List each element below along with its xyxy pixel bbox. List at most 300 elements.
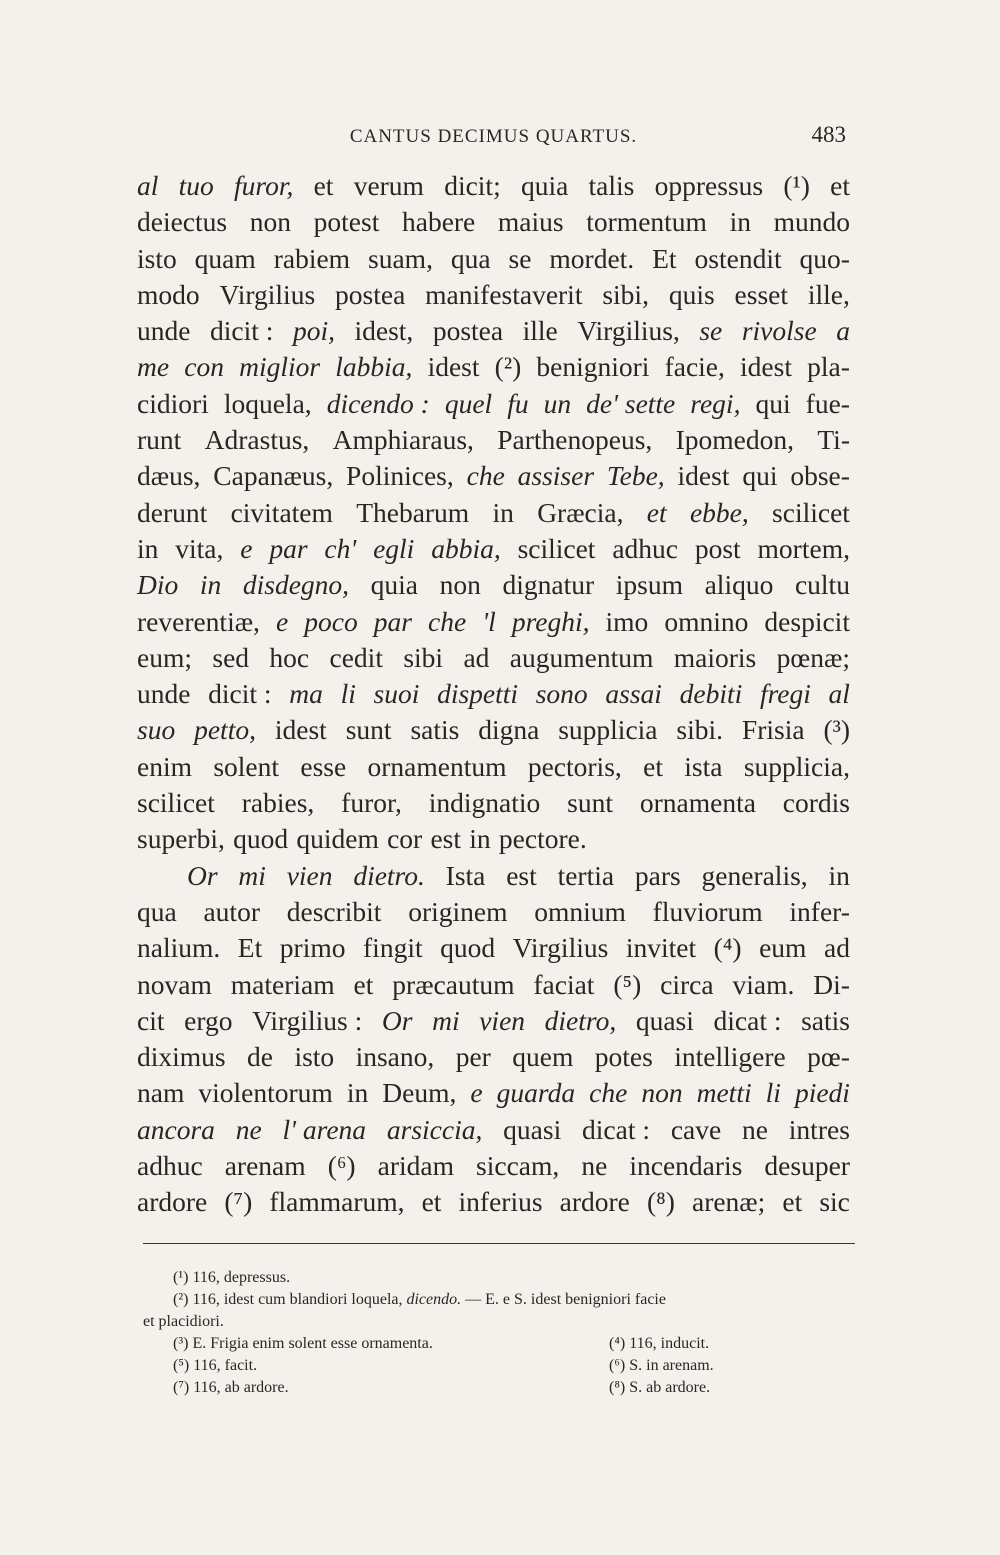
- word: qua: [450, 242, 491, 274]
- word: oppressus: [654, 170, 764, 201]
- word: tertia: [557, 859, 615, 891]
- word: guarda: [496, 1077, 576, 1109]
- footnote-6: (⁶) S. in arenam.: [609, 1357, 714, 1374]
- word: mortem,: [757, 532, 850, 564]
- word: piedi: [794, 1077, 850, 1109]
- word: Or: [381, 1004, 413, 1036]
- word: non: [439, 569, 481, 601]
- word: dicit;: [444, 170, 501, 201]
- word: qua: [137, 895, 177, 927]
- text-line: [137, 930, 850, 966]
- word: runt: [137, 424, 182, 456]
- footnote-2-italic: dicendo.: [406, 1291, 462, 1308]
- word: Adrastus,: [204, 424, 310, 456]
- word: dicit :: [208, 678, 272, 710]
- word: rabies,: [241, 787, 315, 819]
- word: (³): [823, 714, 850, 746]
- footnote-5: (⁵) 116, facit.: [173, 1357, 258, 1374]
- word: manifestaverit: [425, 278, 583, 310]
- word: potes: [594, 1041, 653, 1073]
- word: sono: [535, 678, 588, 710]
- word: dicit :: [210, 315, 274, 347]
- word: furor,: [341, 787, 402, 819]
- word: post: [694, 532, 741, 564]
- word: Virgilius: [219, 278, 316, 310]
- word: describit: [286, 895, 382, 927]
- word: Virgilius,: [577, 315, 680, 347]
- word: despicit: [764, 605, 850, 637]
- word: in: [469, 823, 491, 855]
- word: l' arena: [282, 1113, 367, 1145]
- word: dietro,: [544, 1004, 617, 1036]
- word: violentorum: [198, 1077, 333, 1109]
- word: in: [137, 532, 159, 564]
- word: quasi: [503, 1113, 562, 1145]
- word: egli: [373, 532, 415, 564]
- word: li: [340, 678, 356, 710]
- word: cave: [670, 1113, 722, 1145]
- word: qui: [755, 387, 791, 419]
- text-line: [137, 749, 850, 785]
- word: omnium: [534, 895, 626, 927]
- word: pectore.: [498, 823, 587, 855]
- word: augumentum: [509, 641, 654, 673]
- word: labbia,: [335, 351, 413, 383]
- word: generalis,: [701, 859, 808, 891]
- word: benigniori: [536, 351, 650, 383]
- word: adhuc: [137, 1150, 203, 1182]
- word: quidem: [296, 823, 379, 855]
- text-line: [137, 204, 850, 240]
- word: al: [828, 678, 850, 710]
- word: fue-: [805, 387, 850, 419]
- word: solent: [213, 750, 280, 782]
- word: sibi,: [602, 278, 649, 310]
- word: infer-: [789, 895, 850, 927]
- word: vien: [479, 1004, 526, 1036]
- word: arenam: [224, 1150, 306, 1182]
- word: fingit: [363, 932, 423, 964]
- text-line: [137, 858, 850, 894]
- word: abbia,: [431, 532, 501, 564]
- word: facie,: [664, 351, 725, 383]
- word: viam.: [732, 968, 795, 1000]
- word: præcautum: [392, 968, 515, 1000]
- word: superbi,: [137, 823, 225, 855]
- word: suoi: [373, 678, 420, 710]
- word: sunt: [567, 787, 613, 819]
- text-line: [137, 1075, 850, 1111]
- word: in: [729, 206, 751, 238]
- word: faciat: [533, 968, 595, 1000]
- word: cor: [387, 823, 423, 855]
- word: verum: [353, 170, 424, 201]
- text-line: [137, 1184, 850, 1220]
- word: cit: [137, 1004, 165, 1036]
- word: Dio: [137, 569, 179, 601]
- word: dicat :: [713, 1004, 782, 1036]
- word: par: [373, 605, 412, 637]
- text-line: [137, 458, 850, 494]
- word: insano,: [355, 1041, 435, 1073]
- word: pœnæ;: [776, 641, 850, 673]
- word: est: [430, 823, 462, 855]
- footnote-row-5-6: [143, 1355, 855, 1377]
- word: mundo: [773, 206, 850, 238]
- footnote-1: (¹) 116, depressus.: [173, 1269, 291, 1286]
- word: Polinices,: [346, 460, 454, 492]
- footnote-row-7-8: [143, 1377, 855, 1399]
- word: obse-: [790, 460, 850, 492]
- word: Et: [652, 242, 677, 274]
- word: Ipomedon,: [675, 424, 795, 456]
- word: mi: [238, 859, 266, 891]
- word: fluviorum: [652, 895, 763, 927]
- word: et: [313, 170, 334, 201]
- word: derunt: [137, 496, 208, 528]
- word: invitet: [625, 932, 697, 964]
- footnote-7: (⁷) 116, ab ardore.: [173, 1379, 289, 1396]
- word: supplicia,: [743, 750, 850, 782]
- word: se: [508, 242, 532, 274]
- word: sunt: [345, 714, 392, 746]
- footnote-4: (⁴) 116, inducit.: [609, 1335, 710, 1352]
- word: e: [240, 532, 253, 564]
- word: arenæ;: [691, 1186, 766, 1218]
- word: satis: [410, 714, 460, 746]
- word: a: [836, 315, 850, 347]
- word: cultu: [794, 569, 850, 601]
- word: intres: [788, 1113, 850, 1145]
- word: ne: [742, 1113, 768, 1145]
- word: e: [470, 1077, 483, 1109]
- word: omnino: [664, 605, 749, 637]
- footnotes: [143, 1267, 855, 1399]
- word: Capanæus,: [213, 460, 334, 492]
- footnote-2-cont: — E. e S. idest benigniori facie: [465, 1291, 666, 1308]
- word: sibi.: [676, 714, 724, 746]
- word: Et: [237, 932, 263, 964]
- word: enim: [137, 750, 192, 782]
- word: dignatur: [502, 569, 595, 601]
- footnote-2-text: (²) 116, idest cum blandiori loquela,: [173, 1291, 403, 1308]
- word: non: [249, 206, 291, 238]
- word: primo: [279, 932, 346, 964]
- word: deiectus: [137, 206, 228, 238]
- word: assai: [605, 678, 662, 710]
- word: novam: [137, 968, 212, 1000]
- text-line: [137, 894, 850, 930]
- word: maioris: [673, 641, 757, 673]
- word: quod: [233, 823, 289, 855]
- word: (⁵): [613, 968, 642, 1000]
- footnote-8: (⁸) S. ab ardore.: [609, 1379, 711, 1396]
- word: quel: [444, 387, 493, 419]
- word: talis: [588, 170, 635, 201]
- word: est: [506, 859, 537, 891]
- word: incendaris: [629, 1150, 743, 1182]
- word: isto: [137, 242, 177, 274]
- word: siccam,: [476, 1150, 560, 1182]
- text-line: [137, 1039, 850, 1075]
- word: scilicet: [772, 496, 850, 528]
- word: Amphiaraus,: [332, 424, 474, 456]
- word: (⁷): [224, 1186, 253, 1218]
- text-line: [137, 277, 850, 313]
- word: che: [428, 605, 467, 637]
- text-line: [137, 967, 850, 1003]
- word: par: [269, 532, 308, 564]
- word: et: [782, 1186, 803, 1218]
- word: inferius: [458, 1186, 543, 1218]
- word: pectoris,: [527, 750, 622, 782]
- word: sic: [819, 1186, 850, 1218]
- word: indignatio: [428, 787, 541, 819]
- word: cordis: [782, 787, 850, 819]
- text-line: [137, 495, 850, 531]
- word: esse: [300, 750, 347, 782]
- text-line: [137, 531, 850, 567]
- word: qui: [742, 460, 778, 492]
- word: vien: [286, 859, 333, 891]
- word: pars: [634, 859, 681, 891]
- text-line: [137, 241, 850, 277]
- word: ch': [324, 532, 357, 564]
- word: esset: [734, 278, 789, 310]
- word: et: [830, 170, 850, 201]
- word: se: [699, 315, 723, 347]
- word: metti: [696, 1077, 752, 1109]
- word: adhuc: [612, 532, 678, 564]
- word: arsiccia,: [386, 1113, 483, 1145]
- word: aridam: [377, 1150, 454, 1182]
- word: de: [247, 1041, 274, 1073]
- word: ille: [522, 315, 558, 347]
- text-line: [137, 1003, 850, 1039]
- main-text: [137, 168, 850, 1221]
- word: per: [455, 1041, 491, 1073]
- word: ornamenta: [639, 787, 756, 819]
- word: imo: [605, 605, 649, 637]
- word: in: [492, 496, 514, 528]
- word: Parthenopeus,: [497, 424, 653, 456]
- text-line: [137, 676, 850, 712]
- text-line: [137, 422, 850, 458]
- word: desuper: [764, 1150, 850, 1182]
- word: quia: [370, 569, 419, 601]
- word: fregi: [759, 678, 811, 710]
- word: rabiem: [273, 242, 351, 274]
- page-number: 483: [811, 122, 846, 147]
- word: digna: [478, 714, 540, 746]
- word: pœ-: [807, 1041, 850, 1073]
- text-line: [137, 349, 850, 385]
- word: cedit: [329, 641, 383, 673]
- word: loquela,: [223, 387, 312, 419]
- word: eum;: [137, 641, 192, 673]
- word: che: [466, 460, 505, 492]
- word: ne: [235, 1113, 262, 1145]
- word: idest: [740, 351, 792, 383]
- word: non: [641, 1077, 683, 1109]
- word: Di-: [813, 968, 850, 1000]
- word: in: [199, 569, 222, 601]
- word: Virgilius :: [252, 1004, 363, 1036]
- word: me: [137, 351, 170, 383]
- word: potest: [313, 206, 380, 238]
- word: scilicet: [517, 532, 596, 564]
- word: dicendo :: [326, 387, 430, 419]
- word: ista: [684, 750, 723, 782]
- word: Deum,: [382, 1077, 457, 1109]
- footnote-2-continuation: et placidiori.: [143, 1313, 224, 1330]
- word: furor,: [234, 170, 294, 201]
- word: Græcia,: [537, 496, 624, 528]
- word: ad: [463, 641, 490, 673]
- word: ebbe,: [689, 496, 749, 528]
- word: petto,: [194, 714, 256, 746]
- text-line: [137, 821, 850, 857]
- word: cidiori: [137, 387, 209, 419]
- word: unde: [137, 678, 191, 710]
- word: (¹): [783, 170, 810, 201]
- word: poco: [304, 605, 358, 637]
- word: autor: [203, 895, 260, 927]
- word: miglior: [239, 351, 321, 383]
- word: suam,: [368, 242, 433, 274]
- word: in: [346, 1077, 369, 1109]
- word: Thebarum: [356, 496, 470, 528]
- word: ille,: [807, 278, 850, 310]
- word: flammarum,: [269, 1186, 405, 1218]
- word: ardore: [559, 1186, 630, 1218]
- word: regi,: [690, 387, 741, 419]
- word: dicat :: [582, 1113, 651, 1145]
- word: quam: [194, 242, 256, 274]
- word: ipsum: [615, 569, 683, 601]
- word: maius: [497, 206, 564, 238]
- word: in: [828, 859, 850, 891]
- word: quia: [520, 170, 569, 201]
- word: aliquo: [704, 569, 774, 601]
- word: Ista: [445, 859, 486, 891]
- word: (⁴): [713, 932, 742, 964]
- word: sibi: [403, 641, 444, 673]
- word: fu: [507, 387, 529, 419]
- word: intelligere: [674, 1041, 786, 1073]
- word: ad: [823, 932, 850, 964]
- word: tuo: [178, 170, 214, 201]
- word: poi,: [292, 315, 335, 347]
- word: circa: [660, 968, 714, 1000]
- text-line: [137, 640, 850, 676]
- word: unde: [137, 315, 191, 347]
- word: satis: [801, 1004, 850, 1036]
- word: assiser: [517, 460, 595, 492]
- word: con: [184, 351, 224, 383]
- word: ancora: [137, 1113, 215, 1145]
- word: idest,: [354, 315, 414, 347]
- footnote-2: [143, 1289, 855, 1311]
- word: idest: [274, 714, 327, 746]
- text-line: [137, 604, 850, 640]
- running-head-title: CANTUS DECIMUS QUARTUS.: [349, 126, 638, 147]
- word: (⁸): [646, 1186, 675, 1218]
- text-line: [137, 313, 850, 349]
- word: suo: [137, 714, 176, 746]
- word: idest: [427, 351, 480, 383]
- word: diximus: [137, 1041, 226, 1073]
- word: ardore: [137, 1186, 208, 1218]
- word: Tebe,: [606, 460, 665, 492]
- text-line: [137, 567, 850, 603]
- word: Frisia: [741, 714, 805, 746]
- word: che: [589, 1077, 628, 1109]
- word: al: [137, 170, 159, 201]
- text-line: [137, 1148, 850, 1184]
- word: ergo: [184, 1004, 233, 1036]
- word: materiam: [230, 968, 335, 1000]
- word: ma: [289, 678, 323, 710]
- footnote-separator: [143, 1243, 855, 1244]
- word: tormentum: [586, 206, 707, 238]
- text-line: [137, 168, 850, 204]
- word: Virgilius: [512, 932, 609, 964]
- word: li: [765, 1077, 781, 1109]
- word: supplicia: [558, 714, 658, 746]
- text-line: [137, 386, 850, 422]
- word: (⁶): [327, 1150, 356, 1182]
- text-line: [137, 785, 850, 821]
- word: debiti: [679, 678, 743, 710]
- word: de' sette: [586, 387, 676, 419]
- word: Or: [187, 859, 218, 891]
- word: et: [646, 496, 667, 528]
- word: mordet.: [549, 242, 635, 274]
- word: sed: [212, 641, 250, 673]
- word: eum: [759, 932, 807, 964]
- word: idest: [677, 460, 730, 492]
- word: civitatem: [230, 496, 333, 528]
- word: modo: [137, 278, 200, 310]
- word: mi: [432, 1004, 460, 1036]
- word: quem: [512, 1041, 574, 1073]
- word: e: [275, 605, 289, 637]
- word: reverentiæ,: [137, 605, 260, 637]
- word: habere: [401, 206, 476, 238]
- word: vita,: [175, 532, 224, 564]
- word: originem: [408, 895, 508, 927]
- word: ne: [581, 1150, 608, 1182]
- word: scilicet: [137, 787, 215, 819]
- footnote-row-3-4: [143, 1333, 855, 1355]
- word: pla-: [807, 351, 850, 383]
- word: quis: [668, 278, 715, 310]
- word: dispetti: [437, 678, 519, 710]
- word: postea: [335, 278, 406, 310]
- word: ornamentum: [367, 750, 507, 782]
- footnote-3: (³) E. Frigia enim solent esse ornamenta.: [173, 1335, 433, 1352]
- word: quo-: [799, 242, 850, 274]
- word: Ti-: [817, 424, 850, 456]
- word: ostendit: [694, 242, 782, 274]
- word: disdegno,: [242, 569, 350, 601]
- word: quod: [440, 932, 496, 964]
- word: (²): [494, 351, 522, 383]
- word: postea: [432, 315, 504, 347]
- word: un: [543, 387, 572, 419]
- word: et: [421, 1186, 442, 1218]
